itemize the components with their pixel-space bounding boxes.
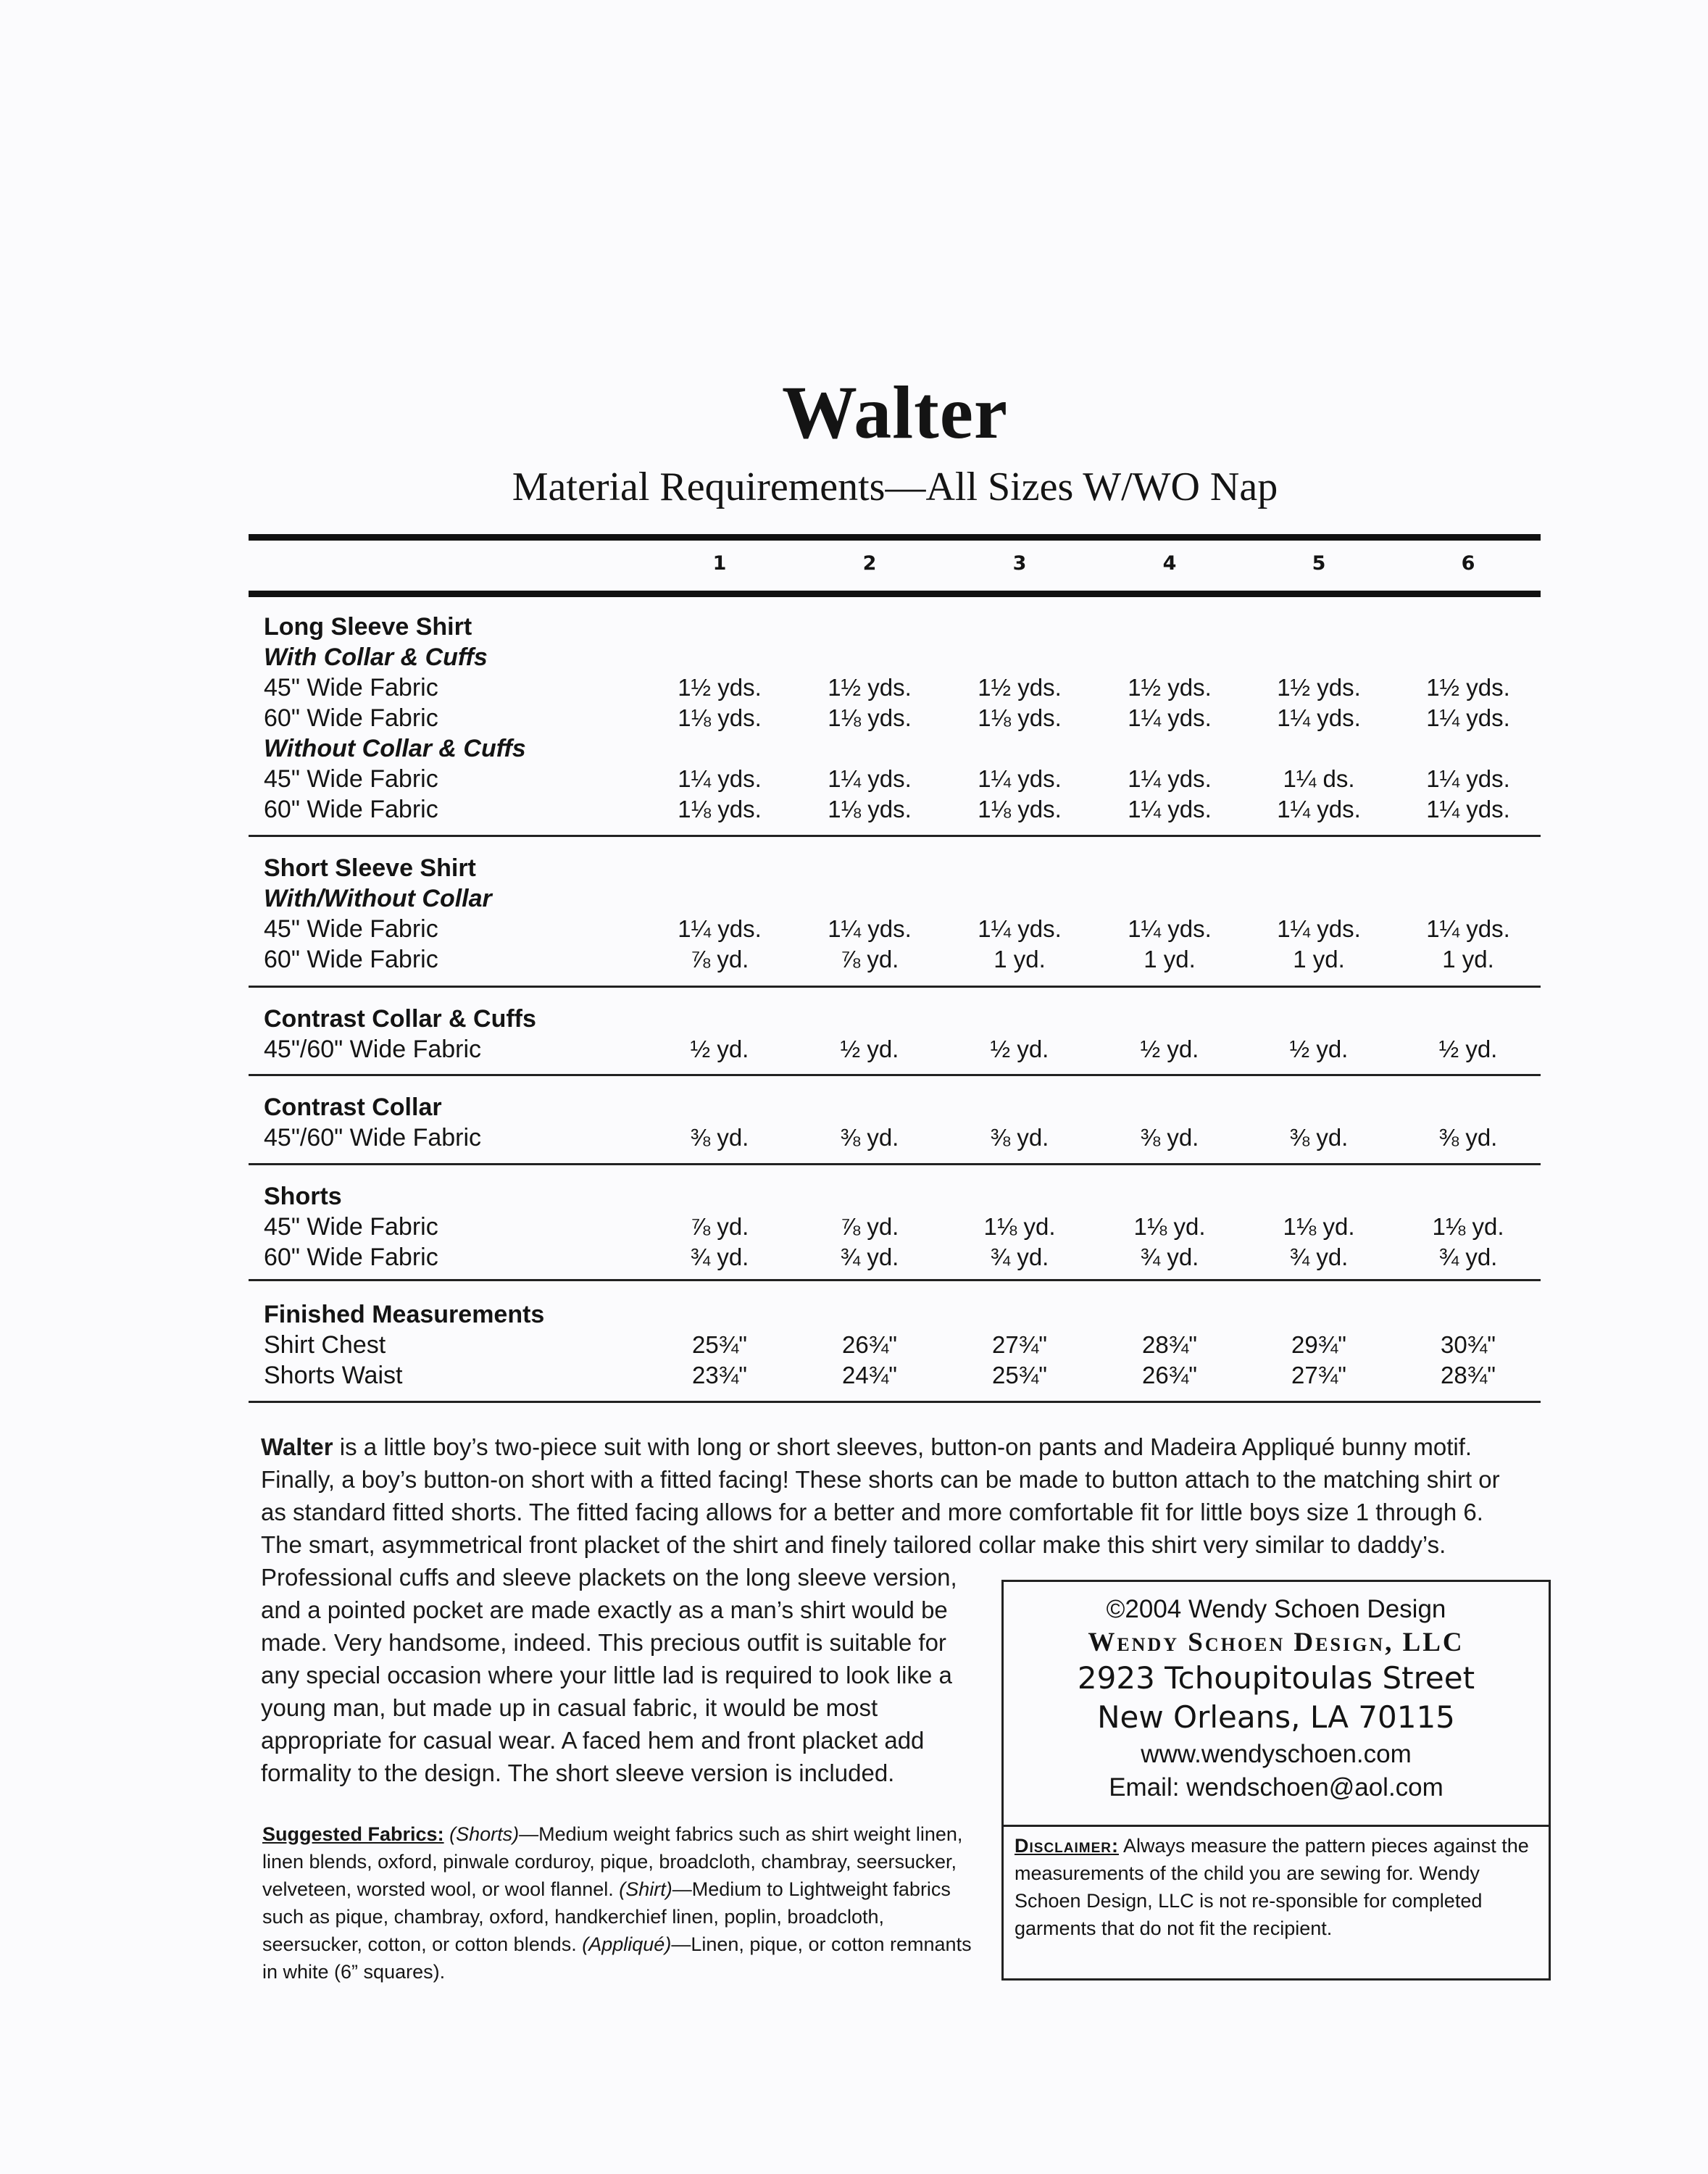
table-cell: 1⅛ yds.: [978, 796, 1062, 822]
table-cell: 28¾": [1142, 1331, 1197, 1358]
table-cell: 1¼ yds.: [978, 765, 1062, 792]
section-heading: Without Collar & Cuffs: [264, 735, 526, 762]
table-cell: 1⅛ yds.: [978, 704, 1062, 731]
row-label: 45" Wide Fabric: [264, 1213, 438, 1241]
table-cell: ⅞ yd.: [690, 946, 749, 973]
table-cell: 1¼ yds.: [1277, 704, 1361, 731]
table-cell: ⅞ yd.: [690, 1213, 749, 1240]
section-divider: [249, 1163, 1541, 1165]
section-divider: [249, 986, 1541, 988]
table-cell: 1¼ yds.: [1426, 915, 1510, 942]
table-cell: ⅜ yd.: [840, 1124, 899, 1151]
table-cell: 1½ yds.: [1128, 674, 1212, 701]
suggested-fabrics-label: Suggested Fabrics:: [262, 1823, 444, 1845]
table-cell: 1½ yds.: [678, 674, 762, 701]
shorts-fabrics: —Medium weight fabrics such as shirt weight linen, linen blends, oxford, pinwale corduroy, pique, broadcloth, chambray, seersucker, velveteen, worsted wool, or wool flannel.: [262, 1823, 963, 1900]
table-cell: 1½ yds.: [978, 674, 1062, 701]
table-cell: 1 yd.: [993, 946, 1046, 973]
table-cell: 1¼ yds.: [1277, 796, 1361, 822]
section-divider: [249, 835, 1541, 837]
table-cell: ⅜ yd.: [1438, 1124, 1498, 1151]
table-cell: ⅞ yd.: [840, 1213, 899, 1240]
table-cell: 1⅛ yd.: [1283, 1213, 1355, 1240]
table-cell: 1¼ yds.: [1426, 796, 1510, 822]
page-subtitle: Material Requirements—All Sizes W/WO Nap: [512, 465, 1278, 509]
description-line: young man, but made up in casual fabric, it would be most: [261, 1694, 878, 1721]
table-cell: 1 yd.: [1293, 946, 1345, 973]
company-name: Wendy Schoen Design, LLC: [1088, 1628, 1465, 1657]
shirt-fabrics: —Medium to Lightweight fabrics such as pique, chambray, oxford, handkerchief linen, poplin, broadcloth, seersucker, cotton, or cotton blends.: [262, 1878, 951, 1955]
table-cell: 24¾": [842, 1362, 897, 1388]
table-cell: 25¾": [992, 1362, 1047, 1388]
description-line: any special occasion where your little lad is required to look like a: [261, 1662, 952, 1688]
size-header-1: 1: [712, 552, 727, 575]
table-cell: ½ yd.: [1140, 1036, 1199, 1062]
section-heading: With/Without Collar: [264, 885, 492, 912]
company-website[interactable]: www.wendyschoen.com: [1141, 1740, 1412, 1768]
section-heading: Short Sleeve Shirt: [264, 854, 476, 882]
disclaimer-label: Disclaimer:: [1015, 1835, 1119, 1857]
table-cell: 26¾": [1142, 1362, 1197, 1388]
copyright-line: ©2004 Wendy Schoen Design: [1106, 1595, 1446, 1623]
table-cell: ½ yd.: [990, 1036, 1049, 1062]
table-cell: 1¼ yds.: [678, 915, 762, 942]
size-header-3: 3: [1012, 552, 1027, 575]
table-cell: 1½ yds.: [1277, 674, 1361, 701]
table-cell: 1⅛ yd.: [1432, 1213, 1504, 1240]
table-cell: 30¾": [1441, 1331, 1496, 1358]
row-label: Shorts Waist: [264, 1362, 403, 1389]
table-cell: 1⅛ yds.: [678, 704, 762, 731]
description-line: made. Very handsome, indeed. This precious outfit is suitable for: [261, 1629, 946, 1656]
table-cell: ⅜ yd.: [690, 1124, 749, 1151]
table-cell: ¾ yd.: [1438, 1244, 1498, 1270]
section-divider: [249, 1401, 1541, 1403]
table-cell: ½ yd.: [690, 1036, 749, 1062]
table-cell: ¾ yd.: [1289, 1244, 1349, 1270]
table-cell: 1¼ yds.: [1128, 765, 1212, 792]
row-label: 60" Wide Fabric: [264, 796, 438, 823]
section-heading: Shorts: [264, 1183, 342, 1210]
size-header-2: 2: [862, 552, 877, 575]
table-cell: 27¾": [992, 1331, 1047, 1358]
table-cell: 1¼ yds.: [1128, 704, 1212, 731]
table-cell: ⅜ yd.: [990, 1124, 1049, 1151]
company-city: New Orleans, LA 70115: [1097, 1699, 1455, 1735]
section-heading: Finished Measurements: [264, 1301, 545, 1328]
table-cell: 27¾": [1291, 1362, 1346, 1388]
row-label: 45" Wide Fabric: [264, 915, 438, 943]
table-top-rule: [249, 534, 1541, 541]
table-cell: ½ yd.: [840, 1036, 899, 1062]
table-cell: 29¾": [1291, 1331, 1346, 1358]
section-heading: With Collar & Cuffs: [264, 644, 488, 671]
table-cell: 1¼ yds.: [828, 765, 912, 792]
table-cell: 1⅛ yds.: [828, 796, 912, 822]
table-cell: 25¾": [692, 1331, 747, 1358]
table-cell: 1½ yds.: [1426, 674, 1510, 701]
description-line-text: is a little boy’s two-piece suit with long or short sleeves, button-on pants and Madeira Appliqué bunny motif.: [333, 1433, 1472, 1460]
table-cell: 1¼ ds.: [1283, 765, 1355, 792]
table-cell: 1⅛ yd.: [983, 1213, 1056, 1240]
table-cell: ¾ yd.: [690, 1244, 749, 1270]
section-divider: [249, 1074, 1541, 1076]
shorts-tag: (Shorts): [449, 1823, 520, 1845]
description-line: formality to the design. The short sleeve version is included.: [261, 1759, 895, 1786]
table-cell: 1¼ yds.: [828, 915, 912, 942]
table-cell: ½ yd.: [1438, 1036, 1498, 1062]
table-cell: 1¼ yds.: [1128, 915, 1212, 942]
table-cell: 26¾": [842, 1331, 897, 1358]
row-label: 60" Wide Fabric: [264, 704, 438, 732]
table-cell: ¾ yd.: [990, 1244, 1049, 1270]
box-divider: [1004, 1825, 1549, 1827]
table-cell: ¾ yd.: [840, 1244, 899, 1270]
row-label: 45"/60" Wide Fabric: [264, 1124, 482, 1151]
description-line: The smart, asymmetrical front placket of the shirt and finely tailored collar make this shirt very similar to daddy’s.: [261, 1531, 1446, 1558]
table-cell: 1¼ yds.: [978, 915, 1062, 942]
description-line: appropriate for casual wear. A faced hem and front placket add: [261, 1727, 925, 1754]
table-cell: 1⅛ yds.: [828, 704, 912, 731]
size-header-5: 5: [1312, 552, 1326, 575]
page-title: Walter: [781, 371, 1009, 454]
table-cell: 1¼ yds.: [1128, 796, 1212, 822]
size-header-4: 4: [1162, 552, 1177, 575]
table-cell: 1¼ yds.: [1426, 765, 1510, 792]
row-label: 45" Wide Fabric: [264, 674, 438, 701]
row-label: 60" Wide Fabric: [264, 1244, 438, 1271]
row-label: 60" Wide Fabric: [264, 946, 438, 973]
table-cell: 1¼ yds.: [1426, 704, 1510, 731]
table-cell: 1⅛ yds.: [678, 796, 762, 822]
company-email[interactable]: Email: wendschoen@aol.com: [1109, 1773, 1444, 1802]
table-cell: ⅞ yd.: [840, 946, 899, 973]
table-cell: ⅜ yd.: [1140, 1124, 1199, 1151]
row-label: 45" Wide Fabric: [264, 765, 438, 793]
description-line: as standard fitted shorts. The fitted facing allows for a better and more comfortable fit for little boys size 1 through 6.: [261, 1499, 1483, 1525]
description-line: [261, 1430, 1472, 1463]
row-label: Shirt Chest: [264, 1331, 386, 1359]
description-line: Finally, a boy’s button-on short with a fitted facing! These shorts can be made to button attach to the matching shirt or: [261, 1466, 1500, 1493]
section-heading: Contrast Collar & Cuffs: [264, 1005, 536, 1033]
copyright-box: [1001, 1580, 1551, 1981]
description-product-name: Walter: [261, 1433, 333, 1460]
section-divider: [249, 1279, 1541, 1281]
description-line: Professional cuffs and sleeve plackets on the long sleeve version,: [261, 1564, 957, 1591]
table-cell: 1 yd.: [1143, 946, 1196, 973]
table-header-rule: [249, 591, 1541, 597]
section-heading: Long Sleeve Shirt: [264, 613, 472, 641]
row-label: 45"/60" Wide Fabric: [264, 1036, 482, 1063]
table-cell: 1⅛ yd.: [1133, 1213, 1206, 1240]
table-cell: 1¼ yds.: [1277, 915, 1361, 942]
description-line: and a pointed pocket are made exactly as a man’s shirt would be: [261, 1596, 948, 1623]
applique-fabrics: —Linen, pique, or cotton remnants in white (6” squares).: [262, 1933, 972, 1983]
size-header-6: 6: [1461, 552, 1475, 575]
table-cell: ⅜ yd.: [1289, 1124, 1349, 1151]
applique-tag: (Appliqué): [582, 1933, 672, 1955]
table-cell: ½ yd.: [1289, 1036, 1349, 1062]
table-cell: 1½ yds.: [828, 674, 912, 701]
disclaimer: [1015, 1832, 1540, 1942]
section-heading: Contrast Collar: [264, 1094, 442, 1121]
suggested-fabrics: [262, 1820, 987, 1986]
disclaimer-text: Always measure the pattern pieces against the measurements of the child you are sewing for. Wendy Schoen Design, LLC is not re-sponsible for completed garments that do not fit the recipient.: [1015, 1835, 1529, 1939]
table-cell: 1 yd.: [1442, 946, 1494, 973]
company-street: 2923 Tchoupitoulas Street: [1077, 1660, 1475, 1696]
table-cell: 1¼ yds.: [678, 765, 762, 792]
table-cell: 23¾": [692, 1362, 747, 1388]
table-cell: ¾ yd.: [1140, 1244, 1199, 1270]
table-cell: 28¾": [1441, 1362, 1496, 1388]
shirt-tag: (Shirt): [619, 1878, 672, 1900]
